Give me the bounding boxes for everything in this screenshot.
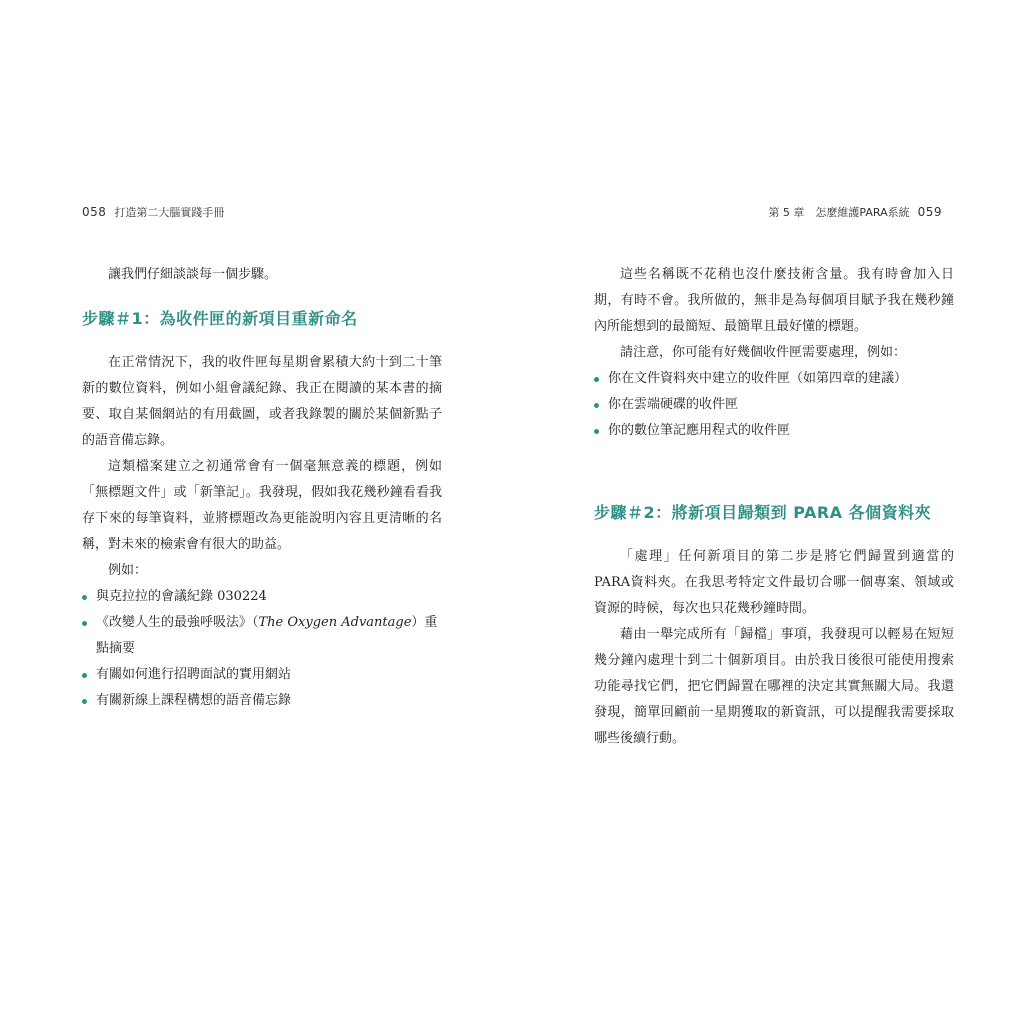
left-paragraph-1: 在正常情況下，我的收件匣每星期會累積大約十到二十筆新的數位資料，例如小組會議紀錄、我正在閱讀的某本書的摘要、取自某個網站的有用截圖，或者我錄製的關於某個新點子的語音備忘錄。 [82, 355, 442, 448]
list-item [594, 392, 954, 418]
step-2-heading: 步驟＃2：將新項目歸類到 PARA 各個資料夾 [594, 503, 932, 522]
left-bullet-list [82, 584, 442, 714]
bullet-dot-icon [594, 377, 599, 382]
list-item-text-pre: 《改變人生的最強呼吸法》（ [96, 615, 259, 630]
right-paragraph-2: 請注意，你可能有好幾個收件匣需要處理，例如： [620, 345, 907, 360]
left-running-title: 打造第二大腦實踐手冊 [114, 206, 225, 219]
list-item-text: 你在文件資料夾中建立的收件匣（如第四章的建議） [608, 371, 908, 386]
list-item-text-post: ）重點摘要 [96, 615, 438, 656]
list-item-text: 你的數位筆記應用程式的收件匣 [608, 423, 791, 438]
right-page-number: 059 [917, 205, 942, 219]
bullet-dot-icon [82, 699, 87, 704]
right-bullet-list [594, 366, 954, 444]
left-running-header [82, 204, 224, 220]
right-paragraph-4: 藉由一舉完成所有「歸檔」事項，我發現可以輕易在短短幾分鐘內處理十到二十個新項目。由於我日後很可能使用搜索功能尋找它們，把它們歸置在哪裡的決定其實無關大局。我還發現，簡單回顧前一星期獲取的新資訊，可以提醒我需要採取哪些後續行動。 [594, 627, 954, 746]
right-running-title: 第 5 章 怎麼維護PARA系統 [768, 206, 910, 219]
right-paragraph-3: 「處理」任何新項目的第二步是將它們歸置到適當的PARA資料夾。在我思考特定文件最切合哪一個專案、領域或資源的時候，每次也只花幾秒鐘時間。 [594, 549, 954, 616]
list-item [82, 688, 442, 714]
right-page [594, 262, 954, 752]
left-page-number: 058 [82, 205, 107, 219]
step-1-heading: 步驟＃1：為收件匣的新項目重新命名 [82, 309, 358, 328]
bullet-dot-icon [82, 621, 87, 626]
list-item-text-italic: The Oxygen Advantage [258, 615, 412, 630]
bullet-dot-icon [594, 429, 599, 434]
list-item [82, 662, 442, 688]
list-item-text: 有關如何進行招聘面試的實用網站 [96, 667, 292, 682]
right-running-header [768, 204, 942, 220]
list-item [594, 366, 954, 392]
list-item-text: 有關新線上課程構想的語音備忘錄 [96, 693, 292, 708]
list-item [82, 584, 442, 610]
left-paragraph-2: 這類檔案建立之初通常會有一個毫無意義的標題，例如「無標題文件」或「新筆記」。我發現，假如我花幾秒鐘看看我存下來的每筆資料，並將標題改為更能說明內容且更清晰的名稱，對未來的檢索會有很大的助益。 [82, 459, 442, 552]
example-label: 例如： [108, 563, 148, 578]
bullet-dot-icon [82, 595, 87, 600]
list-item-text: 與克拉拉的會議紀錄 030224 [96, 589, 267, 604]
bullet-dot-icon [594, 403, 599, 408]
right-paragraph-1: 這些名稱既不花稍也沒什麼技術含量。我有時會加入日期，有時不會。我所做的，無非是為每個項目賦予我在幾秒鐘內所能想到的最簡短、最簡單且最好懂的標題。 [594, 267, 954, 334]
list-item-text: 你在雲端硬碟的收件匣 [608, 397, 739, 412]
left-page [82, 262, 442, 714]
intro-paragraph: 讓我們仔細談談每一個步驟。 [108, 267, 278, 282]
list-item [82, 610, 442, 662]
list-item [594, 418, 954, 444]
bullet-dot-icon [82, 673, 87, 678]
